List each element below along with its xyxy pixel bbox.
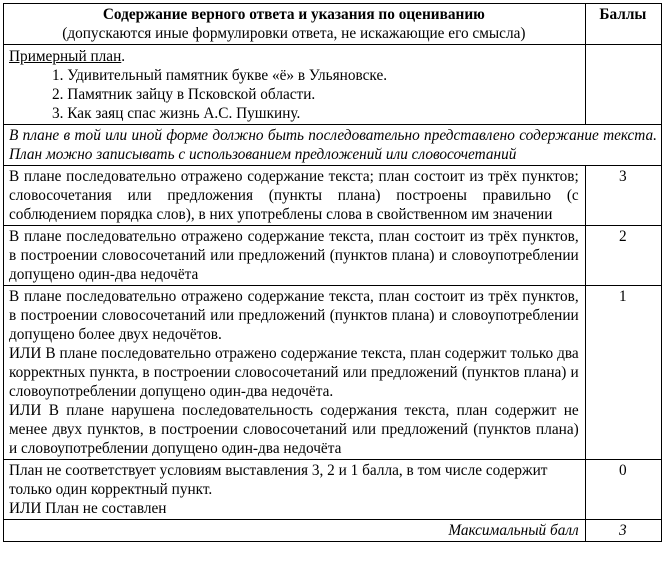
criteria-text-cell [4, 460, 586, 520]
plan-cell [4, 45, 586, 125]
criteria-row-3 [4, 166, 662, 226]
criteria-score-cell: 1 [585, 286, 661, 460]
max-score-row [4, 520, 662, 542]
max-score-value: 3 [585, 520, 661, 542]
criteria-line-alt: ИЛИ План не составлен [9, 500, 167, 517]
criteria-row-0 [4, 460, 662, 520]
criteria-line-alt: ИЛИ В плане последовательно отражено содержание текста, план содержит только два корректных пункта, в построении словосочетаний или предложений (пунктов плана) и словоупотреблении допущено один-два недочёта. [9, 345, 579, 400]
criteria-row-1 [4, 286, 662, 460]
criteria-text-cell [4, 166, 586, 226]
plan-item: 1. Удивительный памятник букве «ё» в Ульяновске. [52, 67, 388, 84]
plan-item: 2. Памятник зайцу в Псковской области. [52, 86, 316, 103]
criteria-line: В плане последовательно отражено содержание текста, план состоит из трёх пунктов, в построении словосочетаний или предложений (пунктов плана) и словоупотреблении допущено более двух недочётов. [9, 288, 579, 343]
criteria-score-cell: 3 [585, 166, 661, 226]
plan-row [4, 45, 662, 125]
header-content-cell [4, 4, 586, 45]
plan-caption-line [9, 47, 579, 66]
note-row [4, 125, 662, 166]
criteria-row-2 [4, 226, 662, 286]
plan-item: 3. Как заяц спас жизнь А.С. Пушкину. [52, 105, 301, 122]
grading-table [3, 3, 662, 542]
plan-score-cell [585, 45, 661, 125]
criteria-line: В плане последовательно отражено содержание текста; план состоит из трёх пунктов; словосочетания или предложения (пункты плана) построены правильно (с соблюдением порядка слов), в них употреблены слова в свойственном им значении [9, 168, 579, 223]
header-title: Содержание верного ответа и указания по оцениванию [102, 6, 485, 23]
note-cell: В плане в той или иной форме должно быть последовательно представлено содержание текста. План можно записывать с использованием предложений или словосочетаний [4, 125, 662, 166]
criteria-score-cell: 2 [585, 226, 661, 286]
criteria-line: В плане последовательно отражено содержание текста, план состоит из трёх пунктов, в построении словосочетаний или предложений (пунктов плана) и словоупотреблении допущено один-два недочёта [9, 228, 579, 283]
criteria-score-cell: 0 [585, 460, 661, 520]
header-row [4, 4, 662, 45]
criteria-text-cell [4, 226, 586, 286]
plan-list [9, 66, 579, 123]
plan-caption: Примерный план [9, 48, 122, 65]
criteria-line: План не соответствует условиям выставления 3, 2 и 1 балла, в том числе содержит только один корректный пункт. [9, 462, 548, 498]
header-score-cell: Баллы [585, 4, 661, 45]
criteria-line-alt: ИЛИ В плане нарушена последовательность содержания текста, план содержит не менее двух пунктов, в построении словосочетаний или предложений (пунктов плана) и словоупотреблении допущено один-два недочёта [9, 402, 579, 457]
plan-caption-suffix: . [121, 48, 126, 65]
criteria-text-cell [4, 286, 586, 460]
max-score-label: Максимальный балл [4, 520, 586, 542]
header-subtitle: (допускаются иные формулировки ответа, не искажающие его смысла) [62, 25, 526, 42]
